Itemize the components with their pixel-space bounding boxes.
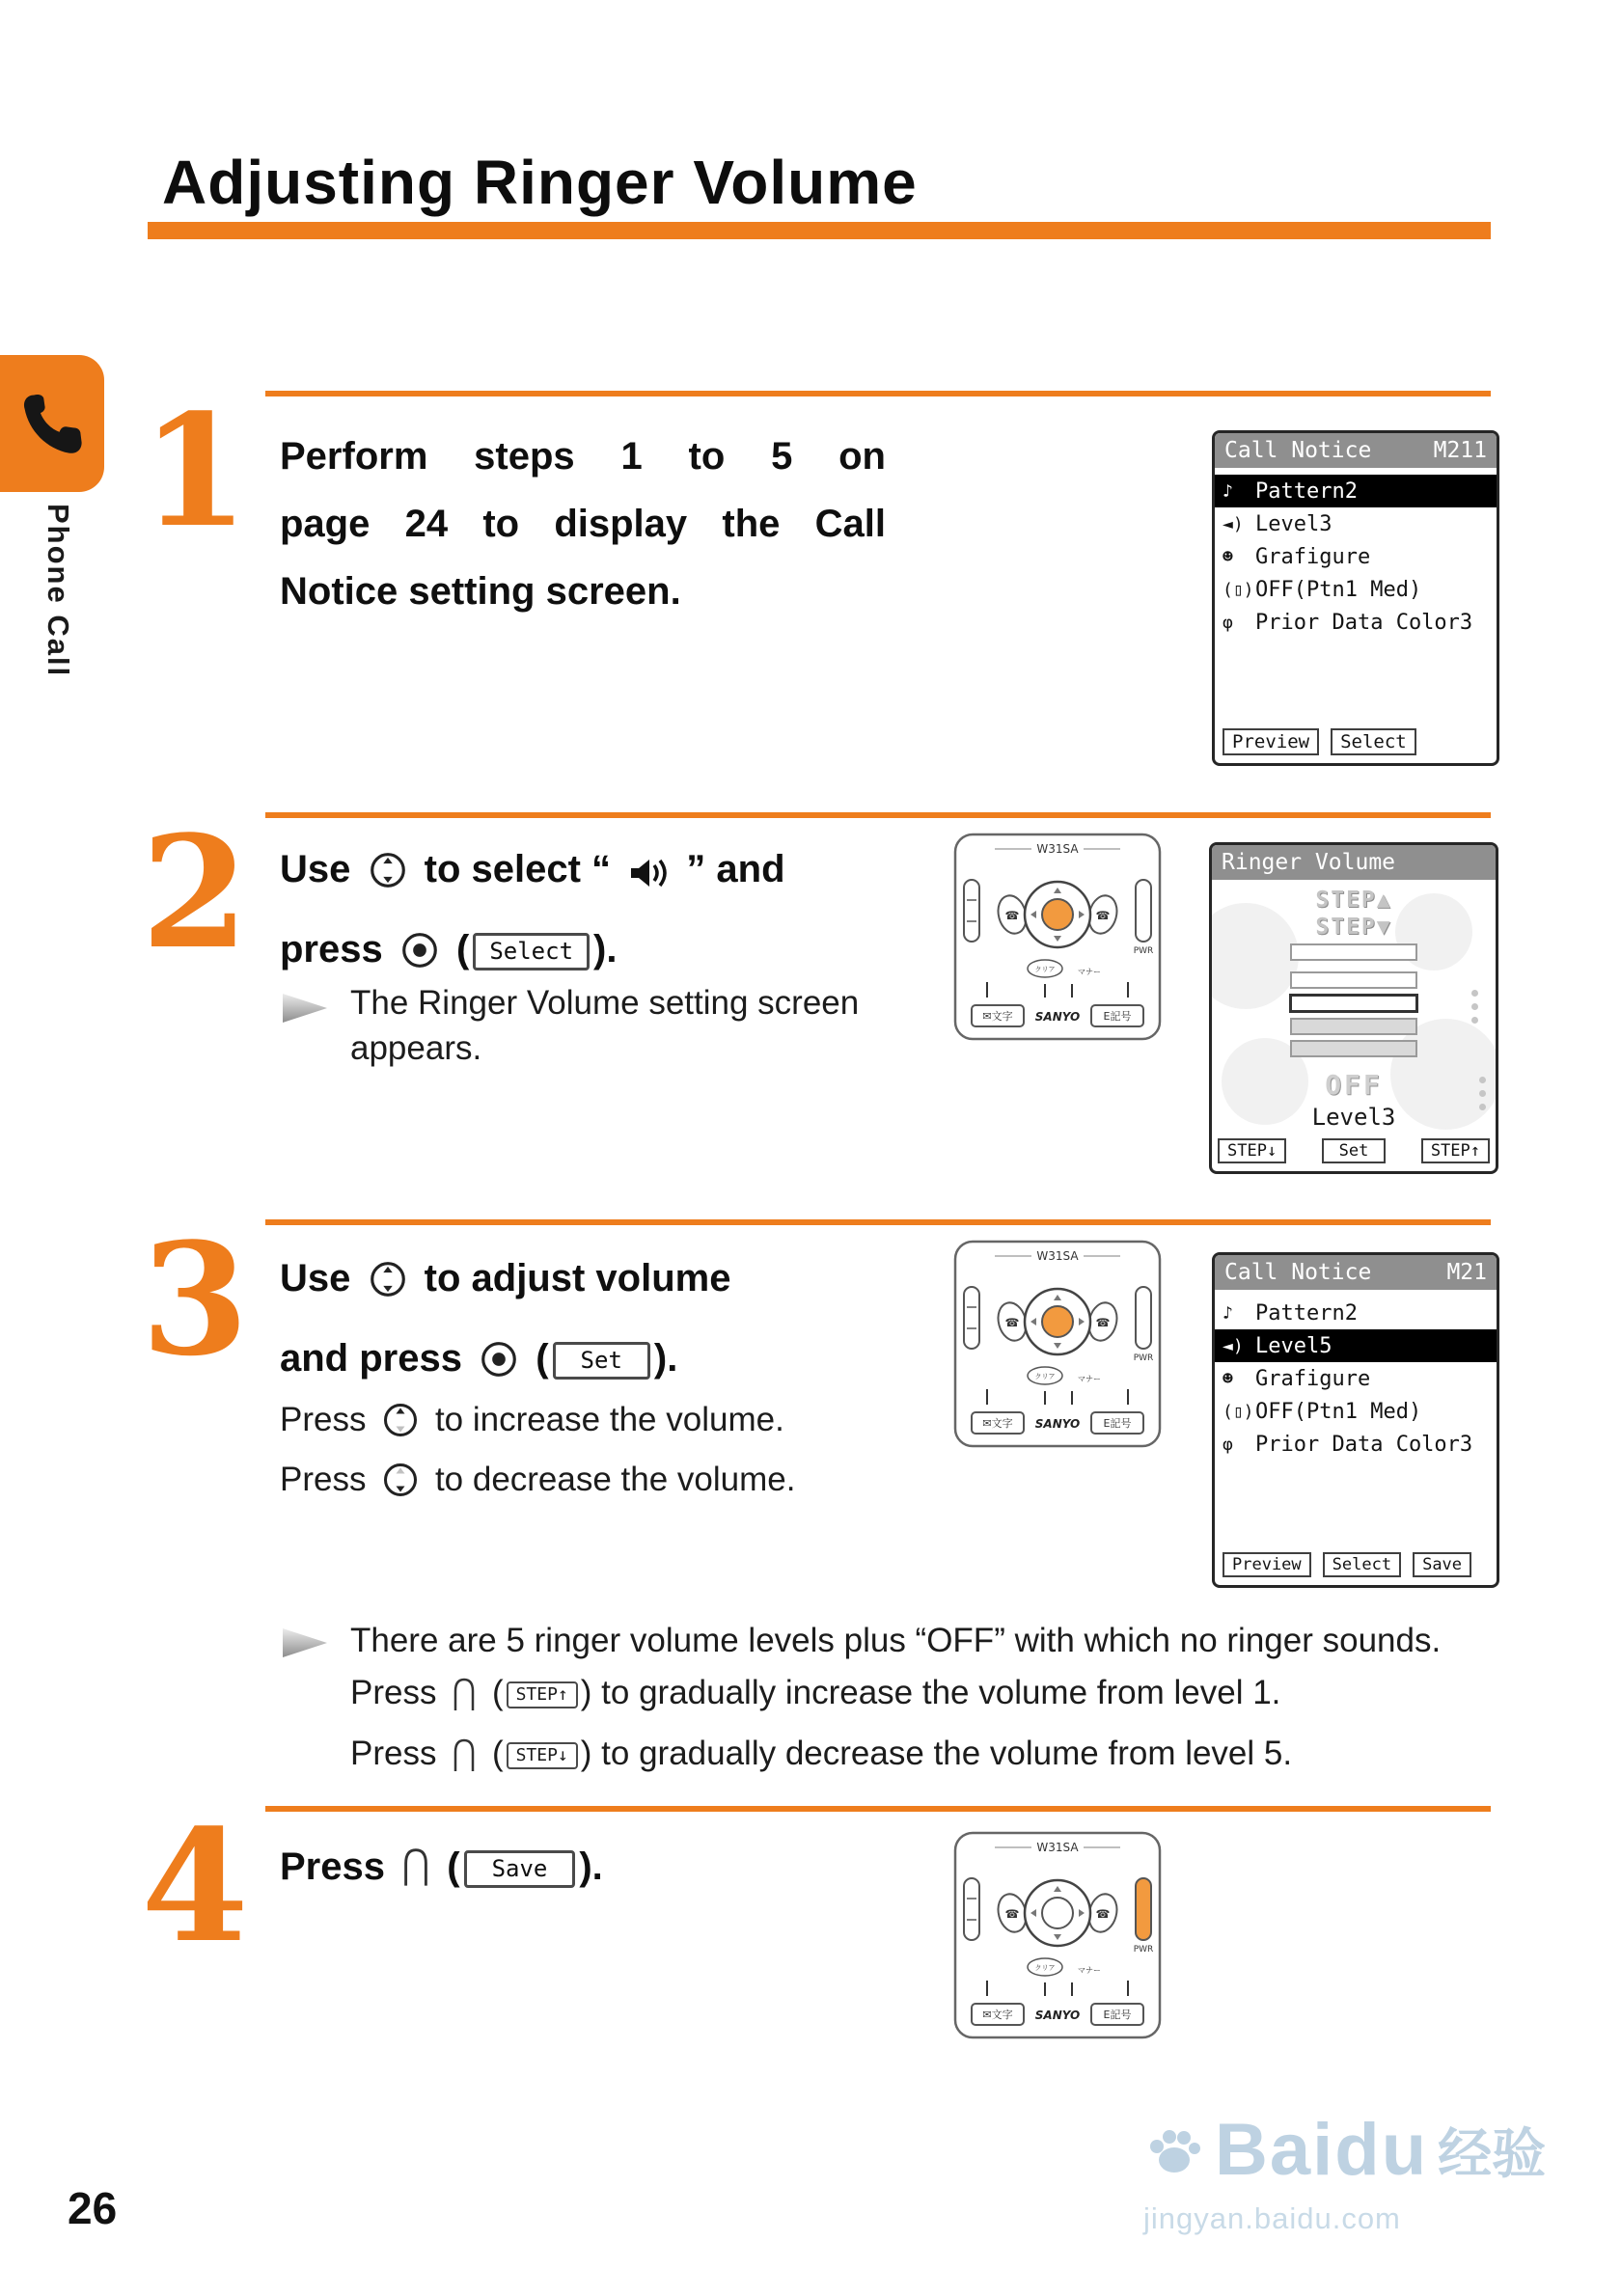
call-key-icon: ☎: [1004, 1316, 1020, 1329]
softkey-icon: [452, 1676, 477, 1728]
menu-item-label: Pattern2: [1255, 478, 1358, 504]
text-fragment: to select “: [424, 848, 612, 890]
note-icon: ♪: [1223, 480, 1233, 502]
lcd-title: Call Notice: [1224, 438, 1372, 463]
result-arrow-icon: [283, 994, 327, 1023]
menu-item-label: Level3: [1255, 511, 1333, 536]
save-softkey: Save: [1413, 1552, 1471, 1577]
step1-instruction: [280, 423, 886, 625]
power-key-label: PWR: [1133, 1353, 1154, 1363]
end-key-icon: ☎: [1095, 1907, 1111, 1921]
text-fragment: Press: [280, 1845, 385, 1888]
text-fragment: (: [491, 1674, 504, 1711]
call-notice-screen-2: [1212, 1252, 1499, 1588]
vibration-icon: (▯): [1223, 1401, 1254, 1422]
note-icon: ♪: [1223, 1302, 1233, 1324]
watermark-url: jingyan.baidu.com: [1143, 2201, 1401, 2235]
nav-center-key-highlighted: [1042, 1306, 1073, 1337]
clear-key-label: クリア: [1034, 1964, 1056, 1972]
lcd-header: [1215, 1255, 1497, 1290]
text-fragment: to adjust volume: [424, 1257, 731, 1299]
volume-bar-1: [1290, 1040, 1417, 1057]
phone-handset-icon: [18, 390, 86, 457]
mail-key-label: ✉文字: [982, 2009, 1013, 2021]
lcd-softkeys: [1223, 1552, 1471, 1577]
text-fragment: ).: [653, 1337, 678, 1380]
paw-icon: [1143, 2119, 1205, 2181]
step-down-indicator: STEP▼: [1315, 915, 1392, 940]
mail-key-label: ✉文字: [982, 1010, 1013, 1023]
call-key-icon: ☎: [1004, 1907, 1020, 1921]
instruction-line: [280, 1243, 936, 1323]
menu-item-grafigure: [1215, 1362, 1497, 1395]
nav-updown-key-icon: [368, 1251, 408, 1323]
manner-key-label: マナー: [1078, 1375, 1101, 1383]
set-softkey: Set: [1322, 1138, 1387, 1163]
off-label: OFF: [1325, 1069, 1383, 1101]
instruction-line: Perform steps 1 to 5 on: [280, 435, 886, 478]
clear-key-label: クリア: [1034, 1373, 1056, 1380]
text-fragment: Use: [280, 1257, 351, 1299]
lcd-title: Call Notice: [1224, 1260, 1372, 1285]
call-key-icon: ☎: [1004, 909, 1020, 922]
power-key-label: PWR: [1133, 946, 1154, 956]
menu-item-vibrator: [1215, 1395, 1497, 1428]
text-fragment: Press: [350, 1735, 437, 1772]
volume-bar-3-current: [1289, 994, 1418, 1013]
chapter-label: Phone Call: [41, 504, 75, 678]
lamp-icon: φ: [1223, 1434, 1233, 1455]
menu-item-level-selected: [1215, 1329, 1497, 1362]
instruction-line: page 24 to display the Call: [280, 503, 886, 545]
select-key-label: Select: [473, 933, 590, 970]
text-fragment: (: [456, 928, 470, 970]
lcd-menu: [1215, 468, 1497, 639]
ringer-levels-note: [350, 1615, 1441, 1789]
model-label: W31SA: [1036, 842, 1079, 856]
lcd-code: M211: [1433, 438, 1487, 463]
end-key-icon: ☎: [1095, 909, 1111, 922]
brand-label: SANYO: [1034, 2009, 1081, 2022]
result-line: The Ringer Volume setting screen: [350, 984, 860, 1022]
text-fragment: and press: [280, 1337, 462, 1380]
text-fragment: ) to gradually increase the volume from level 1.: [580, 1674, 1281, 1711]
mail-key-label: ✉文字: [982, 1417, 1013, 1430]
lcd-menu: [1215, 1290, 1497, 1461]
manner-key-label: マナー: [1078, 968, 1101, 976]
vibration-icon: (▯): [1223, 579, 1254, 600]
step-up-key-label: STEP↑: [507, 1681, 578, 1708]
lcd-header: [1215, 433, 1497, 468]
menu-item-label: Grafigure: [1255, 544, 1371, 569]
menu-item-label: OFF(Ptn1 Med): [1255, 1399, 1422, 1424]
phone-keypad-illustration-step4: [950, 1828, 1165, 2047]
speaker-icon: ◄): [1223, 513, 1244, 534]
watermark-brand: Baidu: [1215, 2109, 1429, 2191]
menu-item-level: [1215, 507, 1497, 540]
manner-key-label: マナー: [1078, 1966, 1101, 1975]
text-fragment: ) to gradually decrease the volume from level 5.: [580, 1735, 1293, 1772]
power-key-label: PWR: [1133, 1945, 1154, 1954]
page-number: 26: [68, 2183, 118, 2233]
note-line: There are 5 ringer volume levels plus “OFF” with which no ringer sounds.: [350, 1622, 1442, 1659]
volume-bar-2: [1290, 1018, 1417, 1035]
lcd-softkeys: [1223, 728, 1416, 755]
step2-result-note: [350, 980, 859, 1071]
menu-item-prior-data: [1215, 1428, 1497, 1461]
lcd-softkeys: [1218, 1138, 1490, 1163]
text-fragment: to decrease the volume.: [434, 1461, 796, 1498]
menu-item-grafigure: [1215, 540, 1497, 573]
note-arrow-icon: [283, 1628, 327, 1657]
instruction-line: [280, 1831, 936, 1911]
menu-item-prior-data: [1215, 606, 1497, 639]
nav-down-key-icon: [381, 1461, 420, 1508]
text-fragment: (: [536, 1337, 549, 1380]
menu-item-label: OFF(Ptn1 Med): [1255, 577, 1422, 602]
lamp-icon: φ: [1223, 612, 1233, 633]
speaker-glyph-icon: [627, 842, 670, 914]
save-key-label: Save: [464, 1850, 576, 1888]
text-fragment: Press: [350, 1674, 437, 1711]
phone-keypad-illustration-step3: [950, 1237, 1165, 1456]
instruction-line: Notice setting screen.: [280, 570, 681, 613]
menu-item-vibrator: [1215, 573, 1497, 606]
result-line: appears.: [350, 1029, 482, 1067]
step4-number: 4: [141, 1795, 249, 1977]
clear-key-label: クリア: [1034, 966, 1056, 973]
softkey-icon: [452, 1736, 477, 1789]
menu-item-pattern: [1215, 475, 1497, 507]
step3-rule: [265, 1219, 1491, 1225]
ringer-volume-screen: [1209, 842, 1498, 1174]
nav-center-key: [1042, 1898, 1073, 1928]
note-line: [350, 1728, 1441, 1789]
text-fragment: press: [280, 928, 383, 970]
step4-rule: [265, 1806, 1491, 1812]
decrease-volume-note: [280, 1461, 796, 1508]
step3-instruction: [280, 1243, 936, 1403]
menu-item-label: Pattern2: [1255, 1300, 1358, 1326]
center-key-icon: [479, 1331, 519, 1403]
step-up-softkey: STEP↑: [1421, 1138, 1490, 1163]
instruction-line: [280, 834, 936, 914]
select-softkey: Select: [1323, 1552, 1401, 1577]
model-label: W31SA: [1036, 1841, 1079, 1854]
step-up-indicator: STEP▲: [1315, 888, 1392, 913]
nav-center-key-highlighted: [1042, 899, 1073, 930]
speaker-icon: ◄): [1223, 1335, 1244, 1356]
step2-number: 2: [141, 802, 249, 983]
lcd-title: Ringer Volume: [1222, 850, 1396, 875]
preview-softkey: Preview: [1223, 728, 1319, 755]
menu-item-label: Prior Data Color3: [1255, 610, 1473, 635]
side-key-highlighted: [1136, 1878, 1151, 1940]
person-icon: ☻: [1223, 1368, 1233, 1389]
text-fragment: Press: [280, 1461, 367, 1498]
step2-instruction: [280, 834, 936, 994]
menu-item-label: Grafigure: [1255, 1366, 1371, 1391]
step-down-softkey: STEP↓: [1218, 1138, 1286, 1163]
text-fragment: (: [447, 1845, 460, 1888]
chapter-tab: [0, 355, 104, 492]
step4-instruction: [280, 1831, 936, 1911]
end-key-icon: ☎: [1095, 1316, 1111, 1329]
text-fragment: ” and: [686, 848, 785, 890]
current-level-label: Level3: [1311, 1104, 1396, 1131]
watermark-brand-cn: 经验: [1438, 2122, 1547, 2184]
softkey-icon: [401, 1840, 430, 1911]
step1-number: 1: [141, 380, 249, 561]
call-notice-screen-1: [1212, 430, 1499, 766]
menu-item-label: Level5: [1255, 1333, 1333, 1358]
model-label: W31SA: [1036, 1249, 1079, 1263]
set-key-label: Set: [553, 1342, 650, 1380]
text-fragment: ).: [593, 928, 618, 970]
phone-keypad-illustration-step2: [950, 830, 1165, 1049]
volume-bar-5: [1290, 943, 1417, 961]
text-fragment: Press: [280, 1401, 367, 1438]
text-fragment: to increase the volume.: [434, 1401, 784, 1438]
select-softkey: Select: [1331, 728, 1416, 755]
menu-item-label: Prior Data Color3: [1255, 1432, 1473, 1457]
brand-label: SANYO: [1034, 1417, 1081, 1431]
step1-rule: [265, 391, 1491, 396]
baidu-watermark: [1143, 2108, 1546, 2236]
step2-rule: [265, 812, 1491, 818]
person-icon: ☻: [1223, 546, 1233, 567]
nav-up-key-icon: [381, 1401, 420, 1448]
nav-updown-key-icon: [368, 842, 408, 914]
step3-number: 3: [141, 1209, 249, 1390]
lcd-header: [1212, 845, 1496, 880]
symbol-key-label: E記号: [1103, 1010, 1132, 1023]
title-underline-bar: [148, 222, 1491, 239]
lcd-code: M21: [1446, 1260, 1487, 1285]
volume-level-bars: [1212, 943, 1496, 1062]
increase-volume-note: [280, 1401, 784, 1448]
instruction-line: [280, 1323, 936, 1403]
preview-softkey: Preview: [1223, 1552, 1311, 1577]
volume-bar-4: [1290, 971, 1417, 989]
page-title: Adjusting Ringer Volume: [162, 148, 918, 217]
symbol-key-label: E記号: [1103, 1417, 1132, 1430]
brand-label: SANYO: [1034, 1010, 1081, 1024]
text-fragment: (: [491, 1735, 504, 1772]
text-fragment: Use: [280, 848, 351, 890]
menu-item-pattern: [1215, 1297, 1497, 1329]
step-down-key-label: STEP↓: [507, 1742, 578, 1769]
note-line: [350, 1667, 1441, 1728]
symbol-key-label: E記号: [1103, 2009, 1132, 2021]
text-fragment: ).: [579, 1845, 603, 1888]
